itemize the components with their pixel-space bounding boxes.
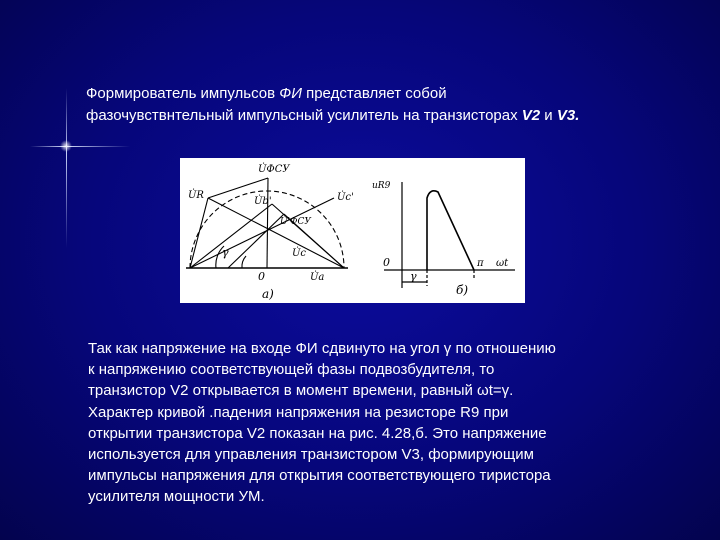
caption-b: б) (456, 283, 469, 297)
intro-v3: V3. (556, 107, 580, 124)
vector-r-to-top (208, 178, 268, 198)
label-u-r9: uR9 (372, 181, 391, 191)
intro-text-3: фазочувствнтельный импульсный усилитель на транзисторах (86, 107, 522, 124)
intro-fi: ФИ (279, 85, 302, 102)
body-line: импульсы напряжения для открытия соответствующего тиристора (88, 467, 551, 485)
body-line: Характер кривой .падения напряжения на резисторе R9 при (88, 403, 509, 421)
label-u-fsu-prime: U̇'ФСУ (280, 217, 311, 227)
label-u-a: U̇a (310, 272, 325, 283)
label-zero-b: 0 (383, 256, 390, 269)
intro-text-1: Формирователь импульсов (86, 85, 280, 102)
vector-u-r (190, 198, 208, 268)
intro-text-2: представляет собой (301, 85, 447, 102)
body-line: используется для управления транзистором V3, формирующим (88, 446, 534, 464)
label-u-c-prime: U̇c' (337, 192, 354, 203)
body-line: транзистор V2 открывается в момент времени, равный ωt=γ. (88, 382, 514, 400)
label-u-b-prime: U̇b' (254, 196, 272, 207)
body-line: Так как напряжение на входе ФИ сдвинуто на угол γ по отношению (88, 340, 556, 357)
decorative-star-glow (60, 140, 72, 152)
body-line: усилителя мощности УМ. (88, 488, 265, 506)
body-line: открытии транзистора V2 показан на рис. 4.28,б. Это напряжение (88, 424, 547, 442)
label-u-c: U̇c (292, 248, 307, 259)
figure-4-28 (180, 158, 525, 303)
body-paragraph (88, 338, 688, 508)
label-omega-t: ωt (496, 258, 509, 269)
label-u-r: U̇R (188, 190, 204, 201)
pulse-waveform (384, 182, 515, 288)
vector-u-b (190, 204, 272, 268)
label-zero-a: 0 (258, 270, 265, 283)
decorative-horizontal-line (30, 146, 130, 147)
caption-a: а) (262, 287, 274, 301)
decorative-vertical-line (66, 88, 67, 248)
intro-and: и (540, 107, 557, 124)
gamma-arc-2 (242, 256, 246, 268)
label-pi: π (477, 258, 484, 269)
pulse-curve (427, 191, 474, 270)
label-gamma: γ (222, 246, 229, 259)
label-u-fsu: U̇ФСУ (258, 164, 290, 175)
vector-diagram (186, 178, 348, 268)
intro-paragraph (86, 83, 706, 127)
vector-u-c-prime (190, 198, 334, 268)
label-gamma-b: γ (410, 270, 417, 283)
intro-v2: V2 (521, 107, 541, 124)
body-line: к напряжению соответствующей фазы подвозбудителя, то (88, 361, 495, 379)
